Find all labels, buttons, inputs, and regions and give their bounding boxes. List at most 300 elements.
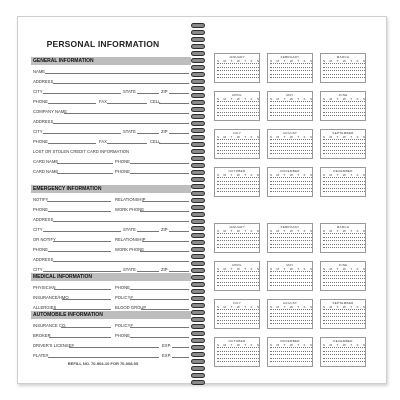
card-name-label: CARD NAME [33, 169, 59, 174]
date-row [270, 108, 312, 109]
notify-relationship-row[interactable] [31, 194, 191, 204]
date-grid [323, 309, 365, 328]
month-name: AUGUST [282, 131, 298, 135]
weekday-initial: F [356, 228, 359, 233]
emergency-address-field-1[interactable] [31, 214, 191, 224]
weekday-initial: T [297, 134, 300, 139]
company-name-field[interactable] [31, 106, 191, 116]
coil-wire [191, 72, 205, 77]
physician-phone-row[interactable] [31, 282, 191, 292]
name-label: NAME [33, 69, 46, 74]
date-row [270, 313, 312, 314]
work-phone-line [140, 211, 189, 212]
spiral-coil [188, 23, 208, 29]
month-calendar-october [214, 167, 260, 197]
weekday-initial: T [283, 134, 286, 139]
emergency-address-field-2[interactable] [31, 254, 191, 264]
date-row [323, 285, 365, 286]
month-calendar-june [320, 261, 366, 291]
phone-label: PHONE [33, 247, 48, 252]
coil-wire [191, 65, 205, 70]
date-grid [217, 347, 259, 366]
weekday-initial: T [336, 134, 339, 139]
date-grid [217, 63, 259, 82]
weekday-initial: W [342, 134, 346, 139]
phone-line [48, 251, 111, 252]
weekday-initial: S [362, 58, 365, 63]
company-name-line [64, 113, 189, 114]
date-row [270, 351, 312, 352]
spiral-coil [188, 380, 208, 386]
weekday-initial: T [283, 266, 286, 271]
weekday-initial: M [223, 304, 227, 309]
weekday-initial: T [336, 172, 339, 177]
state-line [137, 133, 159, 134]
weekday-initial: M [329, 228, 333, 233]
date-row [270, 188, 312, 189]
weekday-initial: T [350, 342, 353, 347]
date-row [270, 74, 312, 75]
month-calendar-december [320, 337, 366, 367]
date-row [323, 358, 365, 359]
weekday-initial: W [342, 58, 346, 63]
weekday-initial: T [350, 96, 353, 101]
city-label: CITY [33, 89, 43, 94]
plate-exp-row[interactable] [31, 350, 191, 360]
spiral-coil [188, 128, 208, 134]
date-row [323, 244, 365, 245]
or-notify-relationship-row[interactable] [31, 234, 191, 244]
weekday-initial: T [230, 266, 233, 271]
weekday-initial: M [223, 58, 227, 63]
coil-wire [191, 226, 205, 231]
coil-wire [191, 191, 205, 196]
relationship-line [142, 201, 189, 202]
date-row [217, 313, 259, 314]
date-row [270, 150, 312, 151]
weekday-initial: S [217, 266, 220, 271]
drivers-license-line [69, 347, 159, 348]
weekday-header [270, 267, 312, 271]
date-row [323, 313, 365, 314]
coil-wire [191, 177, 205, 182]
weekday-initial: M [329, 172, 333, 177]
physician-line [54, 289, 111, 290]
refill-number: REFILL NO. 70-904-10 FOR 70-008-05 [67, 361, 139, 366]
coil-wire [191, 37, 205, 42]
date-row [270, 275, 312, 276]
date-row [270, 347, 312, 348]
weekday-initial: S [362, 172, 365, 177]
weekday-initial: T [283, 96, 286, 101]
date-row [270, 115, 312, 116]
spiral-coil [188, 338, 208, 344]
weekday-initial: T [283, 228, 286, 233]
spiral-coil [188, 44, 208, 50]
weekday-initial: W [236, 304, 240, 309]
month-name: JANUARY [228, 55, 246, 59]
weekday-initial: M [276, 304, 280, 309]
weekday-initial: S [323, 96, 326, 101]
month-calendar-october [214, 337, 260, 367]
date-row [323, 146, 365, 147]
phone-line [48, 103, 96, 104]
month-calendar-april [214, 91, 260, 121]
calendar-year-2 [214, 223, 380, 375]
date-row [270, 105, 312, 106]
weekday-header [323, 229, 365, 233]
date-row [270, 146, 312, 147]
date-grid [270, 177, 312, 196]
month-calendar-july [214, 299, 260, 329]
weekday-header [323, 135, 365, 139]
weekday-initial: F [356, 134, 359, 139]
month-calendar-february [267, 53, 313, 83]
month-name: NOVEMBER [280, 339, 300, 343]
weekday-initial: S [270, 228, 273, 233]
city-state-zip-row-3[interactable] [31, 224, 191, 234]
coil-wire [191, 317, 205, 322]
coil-wire [191, 359, 205, 364]
month-calendar-may [267, 91, 313, 121]
state-line [137, 231, 159, 232]
weekday-initial: W [289, 96, 293, 101]
weekday-header [323, 97, 365, 101]
date-row [323, 101, 365, 102]
date-row [323, 139, 365, 140]
coil-wire [191, 282, 205, 287]
date-row [270, 271, 312, 272]
phone-label: PHONE [115, 169, 130, 174]
coil-wire [191, 107, 205, 112]
date-grid [323, 347, 365, 366]
insurance-hmo-label: INSURANCE/HMO [33, 295, 69, 300]
coil-wire [191, 149, 205, 154]
date-grid [270, 233, 312, 252]
date-row [217, 112, 259, 113]
month-name: APRIL [231, 263, 243, 267]
date-row [323, 237, 365, 238]
date-row [323, 153, 365, 154]
phone-fax-cell-row-1[interactable] [31, 96, 191, 106]
date-row [270, 184, 312, 185]
spiral-coil [188, 296, 208, 302]
weekday-initial: W [236, 96, 240, 101]
date-row [323, 108, 365, 109]
weekday-initial: S [309, 58, 312, 63]
weekday-initial: M [276, 266, 280, 271]
phone-label: PHONE [115, 159, 130, 164]
month-calendar-november [267, 167, 313, 197]
date-row [217, 184, 259, 185]
company-name-label: COMPANY NAME [33, 109, 68, 114]
weekday-initial: S [270, 134, 273, 139]
card-name-phone-row-1[interactable] [31, 156, 191, 166]
name-field[interactable] [31, 66, 191, 76]
weekday-initial: S [270, 172, 273, 177]
weekday-initial: S [323, 342, 326, 347]
weekday-initial: M [329, 342, 333, 347]
phone-line [48, 143, 96, 144]
phone-line [130, 163, 189, 164]
spiral-coil [188, 100, 208, 106]
weekday-initial: F [356, 342, 359, 347]
relationship-label: RELATIONSHIP [115, 237, 146, 242]
coil-wire [191, 254, 205, 259]
date-row [270, 191, 312, 192]
spiral-coil [188, 352, 208, 358]
weekday-initial: M [329, 266, 333, 271]
coil-wire [191, 100, 205, 105]
city-state-zip-row-1[interactable] [31, 86, 191, 96]
month-name: JUNE [338, 263, 348, 267]
coil-wire [191, 44, 205, 49]
coil-wire [191, 275, 205, 280]
weekday-initial: F [356, 58, 359, 63]
spiral-coil [188, 114, 208, 120]
weekday-header [270, 229, 312, 233]
date-row [323, 181, 365, 182]
date-row [323, 67, 365, 68]
spiral-coil [188, 219, 208, 225]
coil-wire [191, 247, 205, 252]
weekday-initial: M [223, 228, 227, 233]
coil-wire [191, 121, 205, 126]
address-label: ADDRESS [33, 217, 54, 222]
weekday-initial: S [309, 172, 312, 177]
spiral-coil [188, 177, 208, 183]
exp-label: EXP. [162, 343, 172, 348]
card-name-phone-row-2[interactable] [31, 166, 191, 176]
allergies-label: ALLERGIES [33, 305, 57, 310]
cell-line [159, 143, 189, 144]
weekday-initial: M [276, 58, 280, 63]
month-name: AUGUST [282, 301, 298, 305]
date-grid [323, 271, 365, 290]
coil-wire [191, 240, 205, 245]
weekday-initial: T [244, 172, 247, 177]
plate-line [48, 357, 159, 358]
date-row [217, 275, 259, 276]
phone-work-phone-row-2[interactable] [31, 244, 191, 254]
month-calendar-july [214, 129, 260, 159]
weekday-header [270, 173, 312, 177]
date-row [270, 77, 312, 78]
coil-wire [191, 289, 205, 294]
date-grid [270, 271, 312, 290]
calendar-page [208, 17, 386, 383]
weekday-initial: T [230, 342, 233, 347]
date-row [217, 323, 259, 324]
month-name: JUNE [338, 93, 348, 97]
date-grid [217, 101, 259, 120]
weekday-initial: W [289, 342, 293, 347]
date-grid [217, 271, 259, 290]
broker-label: BROKER [33, 333, 51, 338]
broker-line [49, 337, 111, 338]
city-line [43, 271, 121, 272]
weekday-initial: M [223, 172, 227, 177]
phone-label: PHONE [115, 285, 130, 290]
weekday-initial: M [329, 96, 333, 101]
date-grid [270, 347, 312, 366]
phone-line [48, 211, 111, 212]
weekday-initial: T [350, 134, 353, 139]
weekday-initial: M [223, 134, 227, 139]
weekday-initial: S [270, 342, 273, 347]
weekday-initial: F [303, 96, 306, 101]
weekday-initial: F [303, 266, 306, 271]
weekday-initial: S [323, 172, 326, 177]
date-row [217, 320, 259, 321]
fax-line [107, 143, 147, 144]
date-row [323, 74, 365, 75]
drivers-license-label: DRIVER'S LICENSE# [33, 343, 74, 348]
date-row [217, 282, 259, 283]
address-field[interactable] [31, 76, 191, 86]
date-grid [217, 309, 259, 328]
month-calendar-january [214, 53, 260, 83]
date-row [323, 309, 365, 310]
cell-label: CELL [150, 139, 161, 144]
weekday-initial: S [309, 304, 312, 309]
spiral-coil [188, 205, 208, 211]
month-calendar-march [320, 53, 366, 83]
weekday-initial: S [362, 266, 365, 271]
weekday-header [323, 267, 365, 271]
weekday-initial: S [256, 96, 259, 101]
date-row [270, 177, 312, 178]
weekday-initial: T [297, 58, 300, 63]
date-row [270, 67, 312, 68]
coil-wire [191, 170, 205, 175]
weekday-initial: W [236, 58, 240, 63]
weekday-header [270, 343, 312, 347]
weekday-header [270, 59, 312, 63]
month-name: MARCH [336, 225, 350, 229]
weekday-initial: S [217, 304, 220, 309]
weekday-initial: T [297, 342, 300, 347]
spiral-coil [188, 170, 208, 176]
coil-wire [191, 338, 205, 343]
date-row [217, 354, 259, 355]
insurance-hmo-line [62, 299, 111, 300]
date-row [217, 108, 259, 109]
date-row [217, 150, 259, 151]
month-calendar-august [267, 299, 313, 329]
weekday-initial: T [297, 96, 300, 101]
spiral-coil [188, 191, 208, 197]
coil-wire [191, 268, 205, 273]
coil-wire [191, 51, 205, 56]
date-row [323, 63, 365, 64]
spiral-coil [188, 345, 208, 351]
weekday-initial: F [356, 304, 359, 309]
date-row [217, 351, 259, 352]
insurance-policy-row[interactable] [31, 292, 191, 302]
weekday-initial: T [283, 342, 286, 347]
weekday-initial: S [362, 134, 365, 139]
state-label: STATE [123, 267, 136, 272]
phone-fax-cell-row-2[interactable] [31, 136, 191, 146]
policy-line [130, 299, 189, 300]
weekday-initial: F [250, 266, 253, 271]
weekday-initial: F [356, 266, 359, 271]
insurance-co-policy-row[interactable] [31, 320, 191, 330]
weekday-initial: T [350, 172, 353, 177]
date-row [270, 309, 312, 310]
weekday-initial: T [297, 172, 300, 177]
spiral-coil [188, 359, 208, 365]
spiral-coil [188, 282, 208, 288]
coil-wire [191, 303, 205, 308]
address-line [53, 83, 189, 84]
date-grid [323, 101, 365, 120]
weekday-initial: F [356, 172, 359, 177]
date-grid [323, 233, 365, 252]
weekday-header [217, 229, 259, 233]
policy-label: POLICY# [115, 323, 133, 328]
phone-work-phone-row-1[interactable] [31, 204, 191, 214]
weekday-initial: T [336, 342, 339, 347]
date-row [323, 351, 365, 352]
broker-phone-row[interactable] [31, 330, 191, 340]
weekday-initial: M [276, 96, 280, 101]
month-calendar-april [214, 261, 260, 291]
drivers-license-exp-row[interactable] [31, 340, 191, 350]
month-calendar-march [320, 223, 366, 253]
weekday-initial: W [236, 342, 240, 347]
spiral-coil [188, 93, 208, 99]
state-label: STATE [123, 129, 136, 134]
weekday-header [323, 343, 365, 347]
date-row [217, 70, 259, 71]
weekday-initial: W [289, 304, 293, 309]
phone-label: PHONE [33, 99, 48, 104]
cell-label: CELL [150, 99, 161, 104]
date-row [323, 316, 365, 317]
city-line [43, 93, 121, 94]
date-grid [323, 139, 365, 158]
coil-wire [191, 212, 205, 217]
date-row [270, 244, 312, 245]
weekday-initial: S [256, 342, 259, 347]
company-address-field[interactable] [31, 116, 191, 126]
weekday-initial: S [256, 134, 259, 139]
date-row [217, 115, 259, 116]
month-calendar-september [320, 129, 366, 159]
spiral-coil [188, 275, 208, 281]
weekday-initial: S [323, 266, 326, 271]
date-row [270, 285, 312, 286]
weekday-initial: T [230, 172, 233, 177]
date-row [270, 181, 312, 182]
coil-wire [191, 198, 205, 203]
weekday-initial: W [236, 134, 240, 139]
weekday-header [217, 343, 259, 347]
month-name: JANUARY [228, 225, 246, 229]
state-label: STATE [123, 89, 136, 94]
weekday-initial: W [289, 228, 293, 233]
date-row [323, 347, 365, 348]
phone-label: PHONE [33, 207, 48, 212]
weekday-initial: T [336, 96, 339, 101]
weekday-initial: S [256, 172, 259, 177]
weekday-initial: T [244, 58, 247, 63]
weekday-initial: S [309, 266, 312, 271]
city-state-zip-row-2[interactable] [31, 126, 191, 136]
spiral-coil [188, 142, 208, 148]
